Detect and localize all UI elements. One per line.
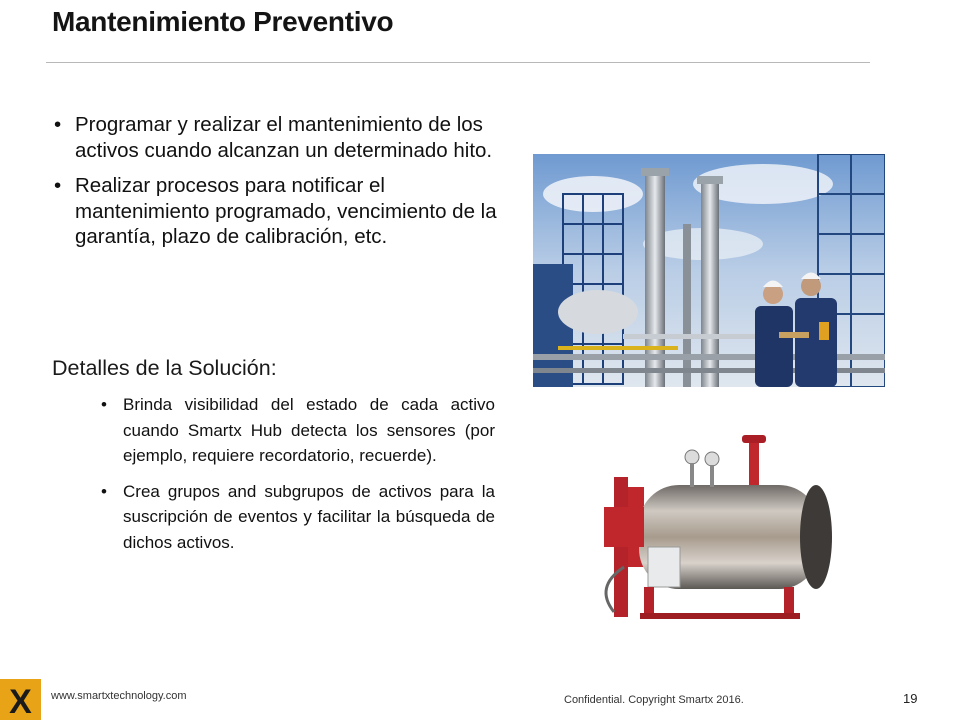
footer-confidential: Confidential. Copyright Smartx 2016. [564, 694, 744, 706]
footer-url: www.smartxtechnology.com [51, 690, 187, 702]
smartx-logo [0, 679, 41, 720]
page-number: 19 [903, 691, 918, 706]
svg-text:X: X [9, 683, 32, 720]
title-divider [46, 62, 870, 63]
main-bullet-list [54, 112, 499, 260]
sub-bullet-item: • Crea grupos and subgrupos de activos para la suscripción de eventos y facilitar la búsqueda de dichos activos. [101, 479, 495, 556]
refinery-workers-photo [533, 154, 885, 387]
main-bullet-item: • Programar y realizar el mantenimiento de los activos cuando alcanzan un determinado hito. [54, 112, 499, 163]
slide-title: Mantenimiento Preventivo [52, 6, 394, 37]
sub-bullet-item: • Brinda visibilidad del estado de cada activo cuando Smartx Hub detecta los sensores (por ejemplo, requiere recordatorio, recuerde). [101, 392, 495, 469]
industrial-boiler-photo [584, 427, 846, 627]
sub-bullet-list [101, 392, 495, 565]
main-bullet-item: • Realizar procesos para notificar el mantenimiento programado, vencimiento de la garantía, plazo de calibración, etc. [54, 173, 499, 250]
section-heading: Detalles de la Solución: [52, 356, 277, 380]
